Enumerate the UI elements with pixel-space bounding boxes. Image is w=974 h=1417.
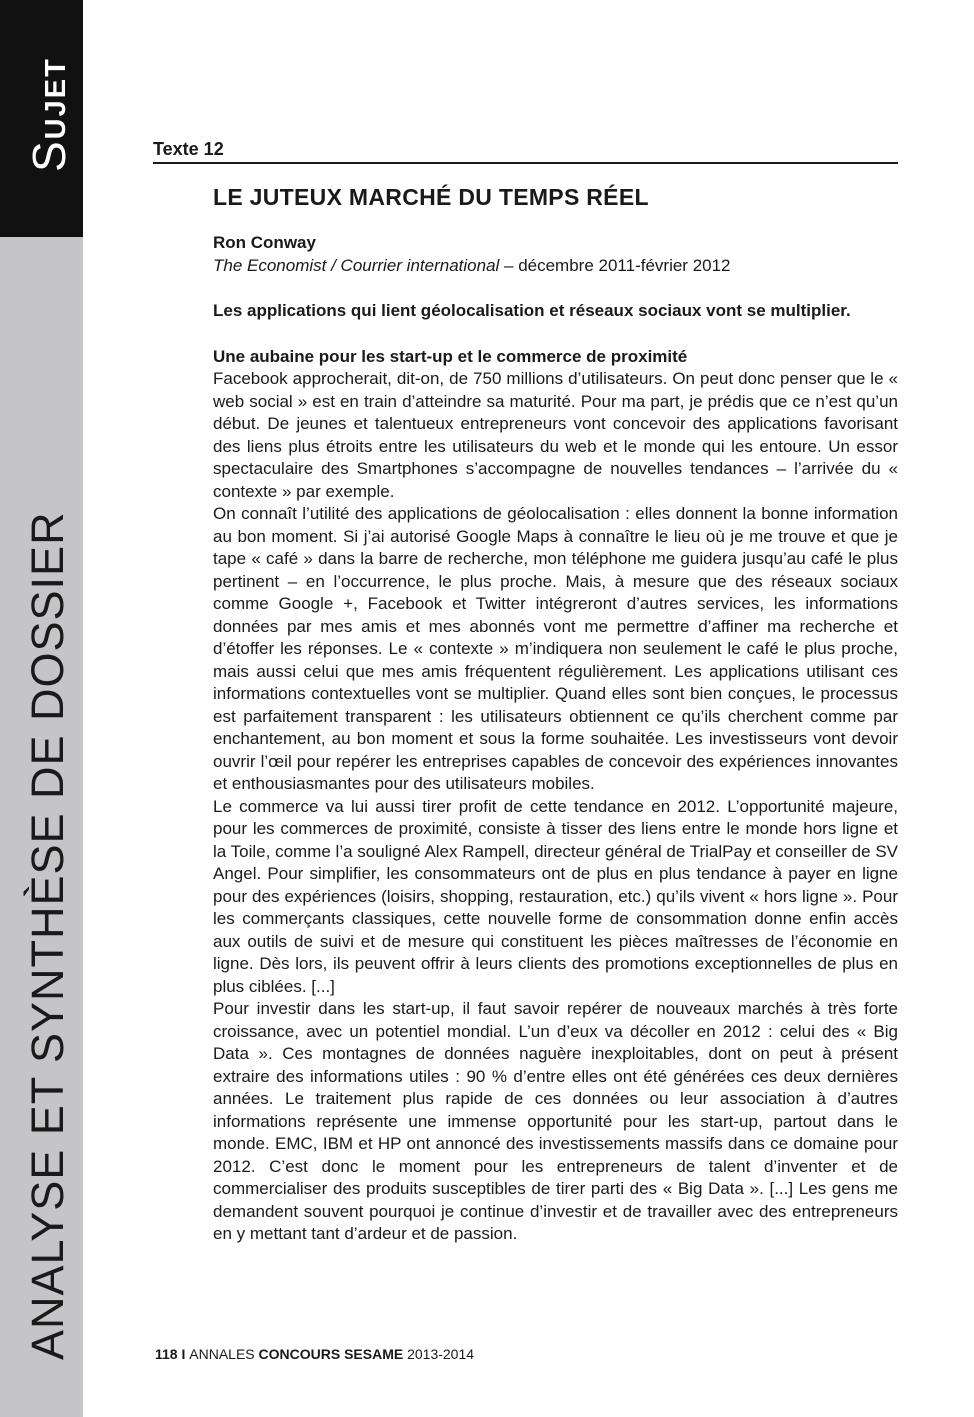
article-author: Ron Conway bbox=[213, 233, 316, 252]
article-paragraph: Facebook approcherait, dit-on, de 750 millions d’utilisateurs. On peut donc penser que le « web social » est en train d’atteindre sa maturité. Pour ma part, je prédis que ce n’est qu’un début. De jeunes et talentueux entrepreneurs vont concevoir des applications favorisant des liens plus étroits entre les utilisateurs du web et le monde qui les entoure. Un essor spectaculaire des Smartphones s’accompagne de nouvelles tendances – l’arrivée du « contexte » par exemple. bbox=[213, 369, 898, 501]
article-paragraph: Le commerce va lui aussi tirer profit de cette tendance en 2012. L’opportunité majeure, pour les commerces de proximité, consiste à tisser des liens entre le monde hors ligne et la Toile, comme l’a souligné Alex Rampell, directeur général de TrialPay et conseiller de SV Angel. Pour simplifier, les consommateurs ont de plus en plus tendance à payer en ligne pour des expériences (loisirs, shopping, restauration, etc.) qu’ils vivent « hors ligne ». Pour les commerçants classiques, cette nouvelle forme de consommation donne enfin accès aux outils de suivi et de mesure qui constituent les pièces maîtresses de l’économie en ligne. Dès lors, ils peuvent offrir à leurs clients des promotions exceptionnelles de plus en plus ciblées. [...] bbox=[213, 796, 898, 996]
article-title: LE JUTEUX MARCHÉ DU TEMPS RÉEL bbox=[213, 184, 649, 210]
page-number: 118 bbox=[155, 1346, 178, 1362]
footer-concours: CONCOURS SESAME bbox=[258, 1346, 404, 1362]
article-paragraph: Pour investir dans les start-up, il faut savoir repérer de nouveaux marchés à très forte croissance, avec un potentiel mondial. L’un d’eux va décoller en 2012 : celui des « Big Data ». Ces montagnes de données naguère inexploitables, dont on peut à présent extraire des informations utiles : 90 % d’entre elles ont été générées ces deux dernières années. Le traitement plus rapide de ces données ou leur association à d’autres informations représente une immense opportunité pour les start-up, partout dans le monde. EMC, IBM et HP ont annoncé des investissements massifs dans ce domaine pour 2012. C’est donc le moment pour les entrepreneurs de talent d’inventer et de commercialiser des produits susceptibles de tirer parti des « Big Data ». [...] Les gens me demandent souvent pourquoi je continue d’investir et de travailler avec des entrepreneurs en y mettant tant d’ardeur et de passion. bbox=[213, 999, 898, 1243]
sidebar-tab-label bbox=[22, 57, 76, 172]
page-footer bbox=[155, 1346, 474, 1362]
article-subheading: Une aubaine pour les start-up et le commerce de proximité bbox=[213, 346, 688, 366]
sidebar-tab-initial: S bbox=[23, 139, 75, 172]
sidebar-section-title: ANALYSE ET SYNTHÈSE DE DOSSIER bbox=[22, 511, 73, 1360]
header-rule bbox=[153, 162, 898, 164]
footer-years: 2013-2014 bbox=[403, 1346, 475, 1362]
article-source-publication: The Economist / Courrier international bbox=[213, 255, 500, 275]
article-source-date: – décembre 2011-février 2012 bbox=[499, 255, 731, 275]
footer-separator: I bbox=[177, 1346, 190, 1362]
sidebar-tab-rest: UJET bbox=[40, 57, 72, 140]
article-source bbox=[213, 255, 898, 278]
footer-annales: ANNALES bbox=[189, 1346, 259, 1362]
article-lede: Les applications qui lient géolocalisation et réseaux sociaux vont se multiplier. bbox=[213, 301, 851, 320]
article-paragraph: On connaît l’utilité des applications de géolocalisation : elles donnent la bonne information au bon moment. Si j’ai autorisé Google Maps à connaître le lieu où je me trouve et que je tape « café » dans la barre de recherche, mon téléphone me guidera jusqu’au café le plus pertinent – en l’occurrence, le plus proche. Mais, à mesure que des réseaux sociaux comme Google +, Facebook et Twitter intégreront d’autres services, les informations données par mes amis et mes abonnés vont me permettre d’affiner ma recherche et d’étoffer les réponses. Le « contexte » m’indiquera non seulement le café le plus proche, mais aussi celui que mes amis fréquentent régulièrement. Les applications utilisant ces informations contextuelles vont se multiplier. Quand elles sont bien conçues, le processus est parfaitement transparent : les utilisateurs obtiennent ce qu’ils cherchent comme par enchantement, au bon moment et sous la forme souhaitée. Les investisseurs vont devoir ouvrir l’œil pour repérer les entreprises capables de concevoir des expériences innovantes et enthousiasmantes pour des utilisateurs mobiles. bbox=[213, 504, 898, 793]
article bbox=[213, 183, 898, 1246]
text-number-label: Texte 12 bbox=[153, 139, 224, 159]
